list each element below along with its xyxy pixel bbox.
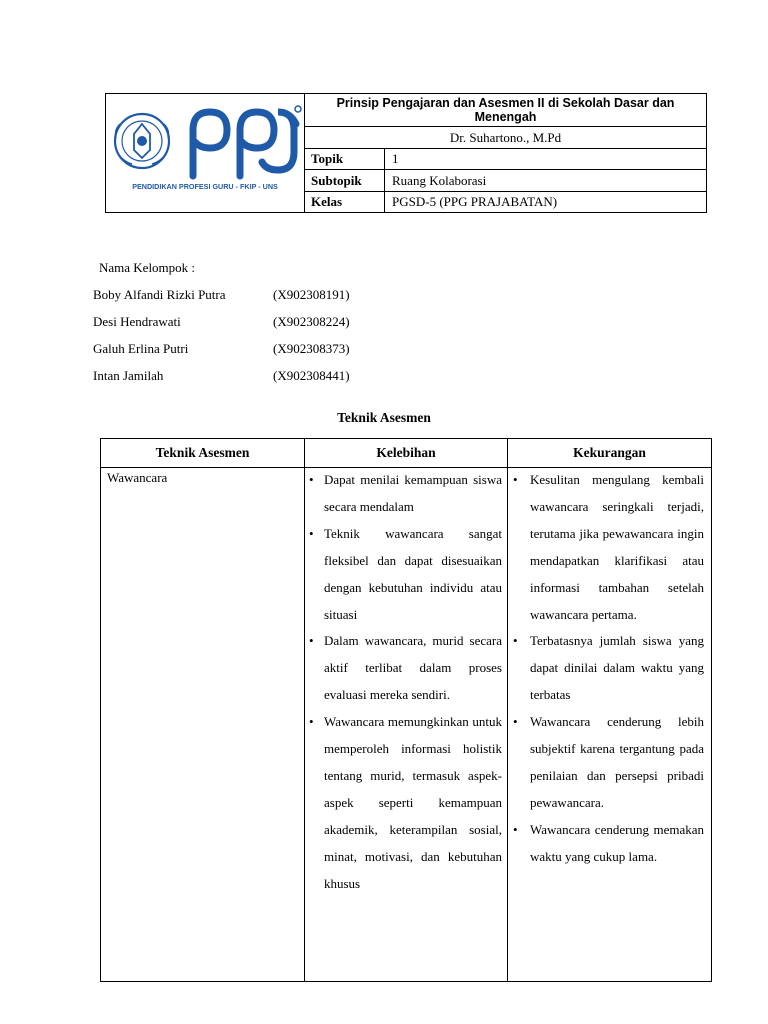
- member-id: (X902308191): [273, 287, 350, 302]
- column-divider: [507, 439, 508, 981]
- meta-row-topik: [305, 148, 706, 170]
- meta-value: Ruang Kolaborasi: [392, 173, 487, 188]
- column-divider: [304, 439, 305, 981]
- document-title: Prinsip Pengajaran dan Asesmen II di Sekolah Dasar dan Menengah: [305, 94, 706, 127]
- section-title: Teknik Asesmen: [337, 410, 431, 425]
- meta-row-kelas: [305, 191, 706, 212]
- meta-row-subtopik: [305, 170, 706, 192]
- column-header-kelebihan: Kelebihan: [376, 445, 436, 460]
- kelebihan-cell: [306, 467, 502, 898]
- member-id: (X902308373): [273, 341, 350, 356]
- meta-key: Topik: [305, 148, 385, 169]
- teknik-cell: Wawancara: [107, 470, 168, 485]
- header-table: [105, 93, 707, 213]
- kelebihan-item: • Wawancara memungkinkan untuk memperoleh informasi holistik tentang murid, termasuk aspek-aspek seperti kemampuan akademik, keterampilan sosial, minat, motivasi, dan kebutuhan khusus: [306, 709, 502, 897]
- meta-key: Kelas: [305, 191, 385, 212]
- kekurangan-item: • Wawancara cenderung lebih subjektif karena tergantung pada penilaian dan persepsi pribadi pewawancara.: [510, 709, 704, 817]
- member-name: Desi Hendrawati: [93, 314, 181, 329]
- meta-value: PGSD-5 (PPG PRAJABATAN): [392, 194, 558, 209]
- kelebihan-item: • Dalam wawancara, murid secara aktif terlibat dalam proses evaluasi mereka sendiri.: [306, 628, 502, 709]
- group-label: Nama Kelompok :: [99, 260, 196, 275]
- kekurangan-cell: [510, 467, 704, 871]
- author-name: Dr. Suhartono., M.Pd: [305, 127, 706, 149]
- logo-cell: [106, 94, 305, 212]
- member-name: Intan Jamilah: [93, 368, 164, 383]
- member-id: (X902308441): [273, 368, 350, 383]
- member-name: Galuh Erlina Putri: [93, 341, 189, 356]
- uns-seal-icon: [115, 114, 169, 168]
- assessment-table: [100, 438, 712, 982]
- column-header-teknik: Teknik Asesmen: [155, 445, 250, 460]
- column-header-kekurangan: Kekurangan: [573, 445, 646, 460]
- logo-subtitle: PENDIDIKAN PROFESI GURU - FKIP - UNS: [132, 182, 278, 191]
- kelebihan-item: • Teknik wawancara sangat fleksibel dan dapat disesuaikan dengan kebutuhan individu atau situasi: [306, 521, 502, 629]
- kelebihan-item: • Dapat menilai kemampuan siswa secara mendalam: [306, 467, 502, 521]
- meta-value: 1: [392, 151, 399, 166]
- kekurangan-item: • Wawancara cenderung memakan waktu yang cukup lama.: [510, 817, 704, 871]
- ppg-wordmark: [193, 112, 296, 176]
- member-id: (X902308224): [273, 314, 350, 329]
- ppg-logo: [106, 94, 304, 212]
- kekurangan-item: • Kesulitan mengulang kembali wawancara seringkali terjadi, terutama jika pewawancara ingin mendapatkan klarifikasi atau informasi tambahan setelah wawancara pertama.: [510, 467, 704, 628]
- member-name: Boby Alfandi Rizki Putra: [93, 287, 226, 302]
- meta-key: Subtopik: [305, 170, 385, 191]
- kekurangan-item: • Terbatasnya jumlah siswa yang dapat dinilai dalam waktu yang terbatas: [510, 628, 704, 709]
